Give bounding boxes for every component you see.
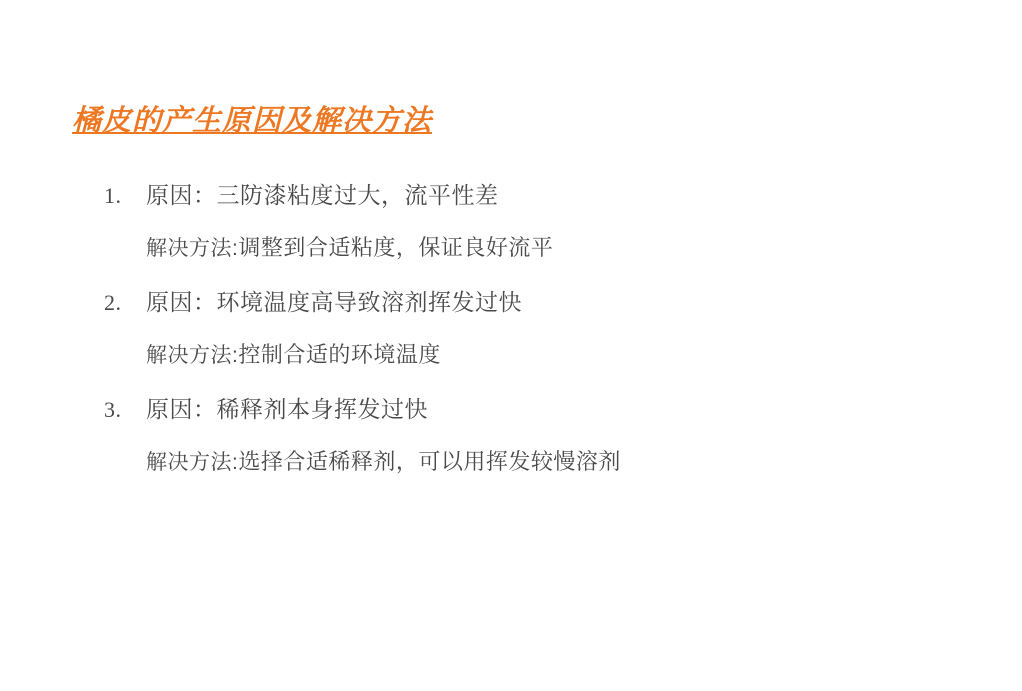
cause-text: 原因：三防漆粘度过大，流平性差	[146, 183, 499, 208]
content-list	[104, 176, 954, 497]
list-item	[104, 176, 954, 275]
cause-text: 原因：环境温度高导致溶剂挥发过快	[146, 290, 522, 315]
solution-label: 解决方法:	[146, 451, 239, 474]
list-item	[104, 390, 954, 489]
cause-row	[104, 283, 954, 323]
solution-row	[146, 216, 954, 275]
solution-text: 调整到合适粘度，保证良好流平	[238, 235, 554, 260]
solution-text: 选择合适稀释剂，可以用挥发较慢溶剂	[238, 449, 621, 474]
solution-row	[146, 323, 954, 382]
cause-text: 原因：稀释剂本身挥发过快	[146, 397, 428, 422]
cause-row	[104, 390, 954, 430]
list-item	[104, 283, 954, 382]
solution-label: 解决方法:	[146, 237, 239, 260]
solution-row	[146, 430, 954, 489]
solution-text: 控制合适的环境温度	[238, 342, 441, 367]
list-marker: 2.	[104, 290, 122, 315]
list-marker: 1.	[104, 183, 122, 208]
page-title: 橘皮的产生原因及解决方法	[72, 105, 433, 137]
cause-row	[104, 176, 954, 216]
solution-label: 解决方法:	[146, 344, 239, 367]
slide-footer-strip	[0, 677, 1022, 691]
list-marker: 3.	[104, 397, 122, 422]
